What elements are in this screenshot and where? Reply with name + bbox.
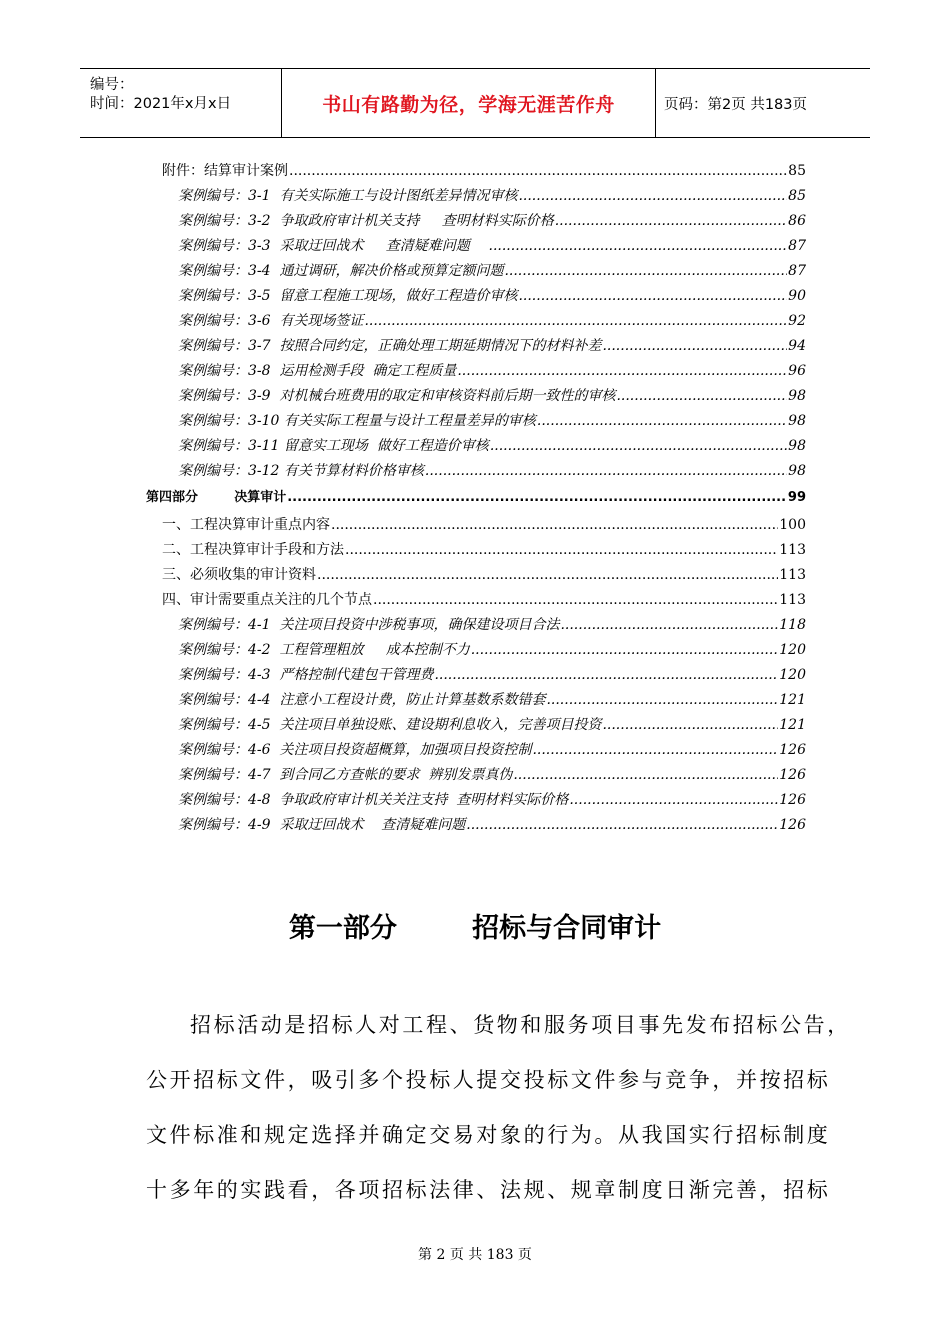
toc-entry[interactable]: [178, 408, 806, 430]
paragraph-line: 十多年的实践看，各项招标法律、法规、规章制度日渐完善，招标: [146, 1178, 831, 1202]
toc-leader-dots: [317, 566, 778, 584]
toc-entry[interactable]: [178, 183, 806, 205]
toc-entry-page: 126: [779, 767, 806, 783]
toc-entry[interactable]: [178, 358, 806, 380]
toc-entry-page: 120: [779, 667, 806, 683]
toc-entry-page: 118: [779, 617, 806, 633]
toc-entry[interactable]: [178, 258, 806, 280]
toc-entry-title: 案例编号：4-6 关注项目投资超概算，加强项目投资控制: [178, 742, 532, 758]
toc-entry-title: 案例编号：3-7 按照合同约定，正确处理工期延期情况下的材料补差: [178, 338, 602, 354]
toc-entry-page: 94: [788, 338, 806, 354]
toc-entry-title: 二、工程决算审计手段和方法: [162, 542, 344, 558]
toc-entry-page: 121: [779, 717, 806, 733]
toc-entry-title: 案例编号：3-1 有关实际施工与设计图纸差异情况审核: [178, 188, 518, 204]
toc-entry-page: 113: [779, 542, 806, 558]
toc-entry-title: 案例编号：4-2 工程管理粗放 成本控制不力: [178, 642, 470, 658]
toc-entry[interactable]: [162, 562, 806, 584]
section-title: 第一部分 招标与合同审计: [288, 913, 662, 944]
toc-entry-page: 126: [779, 792, 806, 808]
toc-entry[interactable]: [178, 637, 806, 659]
toc-entry-page: 120: [779, 642, 806, 658]
toc-entry[interactable]: [178, 433, 806, 455]
toc-entry-title: 案例编号：4-7 到合同乙方查帐的要求 辨别发票真伪: [178, 767, 513, 783]
toc-entry-title: 第四部分 决算审计: [146, 490, 287, 505]
document-number-label: 编号：: [90, 77, 134, 93]
toc-entry[interactable]: [178, 787, 806, 809]
toc-entry[interactable]: [146, 485, 806, 507]
toc-entry-title: 案例编号：3-8 运用检测手段 确定工程质量: [178, 363, 457, 379]
toc-leader-dots: [490, 437, 787, 455]
toc-leader-dots: [364, 312, 787, 330]
toc-leader-dots: [289, 162, 787, 180]
paragraph-line: 招标活动是招标人对工程、货物和服务项目事先发布招标公告，: [190, 1013, 851, 1037]
toc-entry[interactable]: [178, 458, 806, 480]
toc-entry-page: 98: [788, 413, 806, 429]
toc-entry[interactable]: [178, 308, 806, 330]
page-header: [80, 68, 870, 138]
toc-entry[interactable]: [178, 283, 806, 305]
toc-entry-title: 案例编号：4-5 关注项目单独设账、建设期利息收入，完善项目投资: [178, 717, 602, 733]
toc-leader-dots: [287, 489, 787, 507]
toc-entry-page: 98: [788, 388, 806, 404]
toc-entry-page: 99: [787, 490, 806, 505]
toc-leader-dots: [555, 212, 787, 230]
toc-entry-page: 113: [779, 567, 806, 583]
toc-entry-title: 案例编号：3-9 对机械台班费用的取定和审核资料前后期一致性的审核: [178, 388, 616, 404]
toc-entry[interactable]: [178, 687, 806, 709]
toc-entry-page: 87: [788, 238, 806, 254]
paragraph-line: 文件标准和规定选择并确定交易对象的行为。从我国实行招标制度: [146, 1123, 831, 1147]
toc-entry-title: 案例编号：3-5 留意工程施工现场，做好工程造价审核: [178, 288, 518, 304]
toc-entry-page: 121: [779, 692, 806, 708]
page-footer: 第 2 页 共 183 页: [418, 1247, 532, 1263]
toc-entry-title: 案例编号：3-4 通过调研，解决价格或预算定额问题: [178, 263, 504, 279]
toc-leader-dots: [466, 816, 778, 834]
toc-entry[interactable]: [162, 587, 806, 609]
toc-entry-page: 126: [779, 742, 806, 758]
toc-entry[interactable]: [178, 333, 806, 355]
toc-leader-dots: [518, 287, 787, 305]
toc-entry[interactable]: [178, 812, 806, 834]
toc-leader-dots: [532, 741, 778, 759]
toc-entry[interactable]: [162, 512, 806, 534]
toc-entry-title: 案例编号：4-9 采取迂回战术 查清疑难问题: [178, 817, 466, 833]
toc-leader-dots: [602, 716, 778, 734]
toc-entry-title: 案例编号：4-3 严格控制代建包干管理费: [178, 667, 434, 683]
toc-entry[interactable]: [178, 208, 806, 230]
toc-leader-dots: [345, 541, 778, 559]
toc-entry-title: 案例编号：3-3 采取迂回战术 查清疑难问题: [178, 238, 488, 254]
toc-entry[interactable]: [178, 612, 806, 634]
toc-entry-title: 案例编号：3-12 有关节算材料价格审核: [178, 463, 424, 479]
toc-entry-title: 案例编号：3-6 有关现场签证: [178, 313, 364, 329]
toc-leader-dots: [513, 766, 778, 784]
toc-entry-page: 87: [788, 263, 806, 279]
toc-leader-dots: [569, 791, 778, 809]
toc-entry[interactable]: [162, 537, 806, 559]
toc-leader-dots: [471, 641, 779, 659]
document-time-label: 时间：2021年x月x日: [90, 96, 232, 112]
toc-entry[interactable]: [178, 383, 806, 405]
toc-entry-title: 案例编号：4-1 关注项目投资中涉税事项，确保建设项目合法: [178, 617, 560, 633]
toc-entry-page: 90: [788, 288, 806, 304]
toc-entry-page: 98: [788, 463, 806, 479]
toc-leader-dots: [434, 666, 778, 684]
toc-entry[interactable]: [162, 158, 806, 180]
toc-entry-page: 92: [788, 313, 806, 329]
toc-leader-dots: [537, 412, 787, 430]
toc-entry[interactable]: [178, 712, 806, 734]
toc-entry-page: 85: [788, 163, 806, 179]
toc-entry-page: 100: [779, 517, 806, 533]
header-motto: 书山有路勤为径，学海无涯苦作舟: [281, 69, 656, 137]
header-page-info: 页码：第2页 共183页: [664, 96, 808, 113]
toc-entry[interactable]: [178, 662, 806, 684]
toc-entry-title: 案例编号：3-2 争取政府审计机关支持 查明材料实际价格: [178, 213, 554, 229]
toc-leader-dots: [457, 362, 787, 380]
toc-entry[interactable]: [178, 762, 806, 784]
toc-entry[interactable]: [178, 233, 806, 255]
toc-entry-page: 98: [788, 438, 806, 454]
toc-leader-dots: [546, 691, 778, 709]
toc-leader-dots: [602, 337, 787, 355]
toc-entry-title: 案例编号：3-11 留意实工现场 做好工程造价审核: [178, 438, 489, 454]
toc-entry-page: 96: [788, 363, 806, 379]
toc-entry-page: 113: [779, 592, 806, 608]
toc-leader-dots: [504, 262, 787, 280]
toc-entry-page: 85: [788, 188, 806, 204]
toc-leader-dots: [373, 591, 778, 609]
toc-entry[interactable]: [178, 737, 806, 759]
header-meta-cell: [80, 69, 280, 137]
toc-entry-title: 案例编号：3-10 有关实际工程量与设计工程量差异的审核: [178, 413, 536, 429]
toc-entry-page: 86: [788, 213, 806, 229]
paragraph-line: 公开招标文件，吸引多个投标人提交投标文件参与竞争，并按招标: [146, 1068, 831, 1092]
toc-entry-title: 一、工程决算审计重点内容: [162, 517, 330, 533]
toc-leader-dots: [425, 462, 787, 480]
toc-leader-dots: [616, 387, 787, 405]
toc-entry-title: 附件：结算审计案例: [162, 163, 288, 179]
toc-leader-dots: [331, 516, 778, 534]
toc-entry-page: 126: [779, 817, 806, 833]
toc-entry-title: 案例编号：4-8 争取政府审计机关关注支持 查明材料实际价格: [178, 792, 569, 808]
toc-leader-dots: [560, 616, 778, 634]
toc-leader-dots: [518, 187, 787, 205]
toc-entry-title: 三、必须收集的审计资料: [162, 567, 316, 583]
toc-leader-dots: [489, 237, 788, 255]
toc-entry-title: 四、审计需要重点关注的几个节点: [162, 592, 372, 608]
toc-entry-title: 案例编号：4-4 注意小工程设计费，防止计算基数系数错套: [178, 692, 546, 708]
